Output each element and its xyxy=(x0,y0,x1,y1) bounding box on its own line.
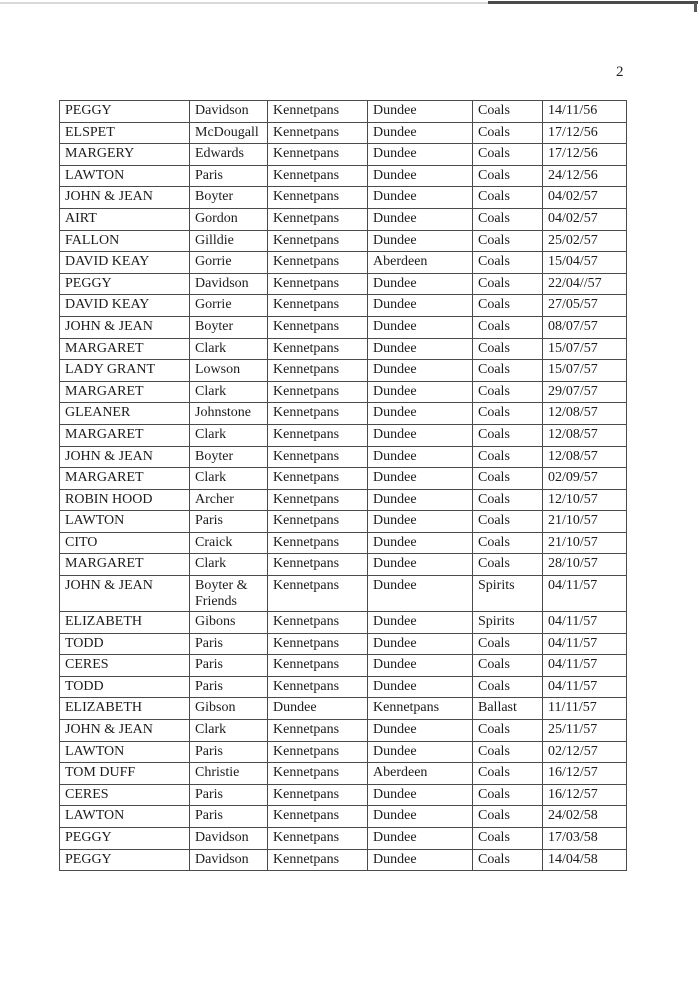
page-number: 2 xyxy=(616,64,624,80)
scan-artifact-corner-hook xyxy=(694,3,697,12)
cell-master: Christie xyxy=(190,763,268,785)
cell-date: 04/02/57 xyxy=(543,187,627,209)
cell-ship: ELSPET xyxy=(60,122,190,144)
shipping-log-table xyxy=(59,100,627,871)
cell-cargo: Ballast xyxy=(473,698,543,720)
cell-ship: ELIZABETH xyxy=(60,698,190,720)
cell-to: Dundee xyxy=(368,424,473,446)
table-row xyxy=(60,554,627,576)
cell-cargo: Spirits xyxy=(473,612,543,634)
table-row xyxy=(60,208,627,230)
cell-to: Dundee xyxy=(368,338,473,360)
cell-to: Dundee xyxy=(368,676,473,698)
cell-ship: MARGARET xyxy=(60,554,190,576)
cell-to: Dundee xyxy=(368,806,473,828)
cell-cargo: Coals xyxy=(473,187,543,209)
cell-master: Paris xyxy=(190,633,268,655)
cell-cargo: Coals xyxy=(473,468,543,490)
cell-master: Johnstone xyxy=(190,403,268,425)
cell-ship: ELIZABETH xyxy=(60,612,190,634)
cell-date: 14/11/56 xyxy=(543,101,627,123)
cell-from: Dundee xyxy=(268,698,368,720)
cell-master: Clark xyxy=(190,424,268,446)
cell-from: Kennetpans xyxy=(268,676,368,698)
cell-cargo: Coals xyxy=(473,230,543,252)
cell-cargo: Coals xyxy=(473,446,543,468)
cell-date: 22/04//57 xyxy=(543,273,627,295)
cell-date: 16/12/57 xyxy=(543,763,627,785)
cell-from: Kennetpans xyxy=(268,187,368,209)
cell-cargo: Coals xyxy=(473,316,543,338)
cell-date: 15/07/57 xyxy=(543,360,627,382)
cell-to: Dundee xyxy=(368,165,473,187)
table-row xyxy=(60,295,627,317)
cell-from: Kennetpans xyxy=(268,489,368,511)
cell-date: 15/04/57 xyxy=(543,252,627,274)
cell-date: 11/11/57 xyxy=(543,698,627,720)
cell-master: Paris xyxy=(190,165,268,187)
table-row xyxy=(60,828,627,850)
cell-master: Davidson xyxy=(190,849,268,871)
cell-date: 12/08/57 xyxy=(543,424,627,446)
cell-to: Dundee xyxy=(368,230,473,252)
cell-to: Dundee xyxy=(368,446,473,468)
cell-date: 17/12/56 xyxy=(543,144,627,166)
cell-to: Dundee xyxy=(368,849,473,871)
table-row xyxy=(60,165,627,187)
cell-to: Dundee xyxy=(368,489,473,511)
table-row xyxy=(60,655,627,677)
cell-cargo: Coals xyxy=(473,763,543,785)
table-row xyxy=(60,403,627,425)
cell-master: Gorrie xyxy=(190,295,268,317)
cell-cargo: Coals xyxy=(473,122,543,144)
cell-from: Kennetpans xyxy=(268,381,368,403)
cell-cargo: Coals xyxy=(473,554,543,576)
table-row xyxy=(60,252,627,274)
cell-cargo: Coals xyxy=(473,273,543,295)
table-row xyxy=(60,338,627,360)
cell-to: Dundee xyxy=(368,403,473,425)
table-row xyxy=(60,101,627,123)
cell-ship: ROBIN HOOD xyxy=(60,489,190,511)
cell-ship: CERES xyxy=(60,655,190,677)
table-row xyxy=(60,720,627,742)
cell-ship: DAVID KEAY xyxy=(60,295,190,317)
cell-to: Kennetpans xyxy=(368,698,473,720)
table-row xyxy=(60,316,627,338)
table-row xyxy=(60,698,627,720)
cell-master: Lowson xyxy=(190,360,268,382)
cell-to: Dundee xyxy=(368,784,473,806)
cell-from: Kennetpans xyxy=(268,741,368,763)
cell-cargo: Coals xyxy=(473,532,543,554)
cell-from: Kennetpans xyxy=(268,144,368,166)
cell-to: Dundee xyxy=(368,741,473,763)
cell-ship: CITO xyxy=(60,532,190,554)
table-row xyxy=(60,144,627,166)
cell-ship: LAWTON xyxy=(60,511,190,533)
cell-from: Kennetpans xyxy=(268,655,368,677)
cell-master: Craick xyxy=(190,532,268,554)
cell-to: Dundee xyxy=(368,655,473,677)
scan-artifact-top-right-line xyxy=(488,1,698,4)
cell-master: Gibson xyxy=(190,698,268,720)
cell-cargo: Coals xyxy=(473,101,543,123)
cell-from: Kennetpans xyxy=(268,360,368,382)
cell-date: 02/12/57 xyxy=(543,741,627,763)
table-row xyxy=(60,424,627,446)
table-row xyxy=(60,511,627,533)
cell-from: Kennetpans xyxy=(268,532,368,554)
cell-from: Kennetpans xyxy=(268,273,368,295)
table-row xyxy=(60,806,627,828)
cell-cargo: Coals xyxy=(473,252,543,274)
cell-from: Kennetpans xyxy=(268,316,368,338)
cell-from: Kennetpans xyxy=(268,612,368,634)
cell-ship: TODD xyxy=(60,633,190,655)
cell-to: Dundee xyxy=(368,144,473,166)
cell-from: Kennetpans xyxy=(268,101,368,123)
cell-ship: TOM DUFF xyxy=(60,763,190,785)
cell-from: Kennetpans xyxy=(268,849,368,871)
cell-ship: MARGERY xyxy=(60,144,190,166)
cell-ship: LADY GRANT xyxy=(60,360,190,382)
cell-master: Paris xyxy=(190,741,268,763)
table-row xyxy=(60,784,627,806)
cell-date: 04/11/57 xyxy=(543,576,627,612)
cell-ship: JOHN & JEAN xyxy=(60,187,190,209)
cell-ship: FALLON xyxy=(60,230,190,252)
cell-to: Dundee xyxy=(368,576,473,612)
cell-date: 04/11/57 xyxy=(543,612,627,634)
scan-artifact-top-line xyxy=(0,2,495,4)
cell-date: 25/02/57 xyxy=(543,230,627,252)
cell-date: 21/10/57 xyxy=(543,532,627,554)
cell-master: Paris xyxy=(190,784,268,806)
cell-master: Gibons xyxy=(190,612,268,634)
cell-date: 12/10/57 xyxy=(543,489,627,511)
cell-ship: AIRT xyxy=(60,208,190,230)
cell-to: Dundee xyxy=(368,101,473,123)
cell-ship: PEGGY xyxy=(60,101,190,123)
table-row xyxy=(60,187,627,209)
cell-ship: CERES xyxy=(60,784,190,806)
cell-ship: JOHN & JEAN xyxy=(60,316,190,338)
cell-master: Boyter xyxy=(190,316,268,338)
cell-ship: JOHN & JEAN xyxy=(60,720,190,742)
cell-ship: LAWTON xyxy=(60,806,190,828)
cell-ship: LAWTON xyxy=(60,165,190,187)
cell-to: Dundee xyxy=(368,273,473,295)
cell-ship: TODD xyxy=(60,676,190,698)
table-row xyxy=(60,489,627,511)
cell-to: Dundee xyxy=(368,532,473,554)
cell-ship: MARGARET xyxy=(60,424,190,446)
cell-ship: MARGARET xyxy=(60,381,190,403)
cell-ship: JOHN & JEAN xyxy=(60,446,190,468)
cell-date: 08/07/57 xyxy=(543,316,627,338)
cell-cargo: Coals xyxy=(473,828,543,850)
table-row xyxy=(60,532,627,554)
table-row xyxy=(60,849,627,871)
cell-from: Kennetpans xyxy=(268,295,368,317)
cell-from: Kennetpans xyxy=(268,763,368,785)
cell-master: Clark xyxy=(190,381,268,403)
cell-master: Edwards xyxy=(190,144,268,166)
cell-cargo: Coals xyxy=(473,424,543,446)
cell-from: Kennetpans xyxy=(268,784,368,806)
cell-ship: PEGGY xyxy=(60,828,190,850)
table-row xyxy=(60,468,627,490)
table-row xyxy=(60,360,627,382)
cell-to: Dundee xyxy=(368,187,473,209)
cell-cargo: Coals xyxy=(473,489,543,511)
cell-cargo: Coals xyxy=(473,144,543,166)
cell-cargo: Coals xyxy=(473,511,543,533)
table-row xyxy=(60,122,627,144)
cell-from: Kennetpans xyxy=(268,554,368,576)
cell-to: Dundee xyxy=(368,633,473,655)
cell-ship: LAWTON xyxy=(60,741,190,763)
cell-to: Dundee xyxy=(368,828,473,850)
cell-master: McDougall xyxy=(190,122,268,144)
cell-cargo: Coals xyxy=(473,849,543,871)
cell-master: Boyter & Friends xyxy=(190,576,268,612)
cell-cargo: Coals xyxy=(473,403,543,425)
cell-date: 17/12/56 xyxy=(543,122,627,144)
cell-to: Aberdeen xyxy=(368,252,473,274)
cell-from: Kennetpans xyxy=(268,468,368,490)
cell-master: Clark xyxy=(190,468,268,490)
cell-master: Boyter xyxy=(190,187,268,209)
table-row xyxy=(60,381,627,403)
cell-date: 27/05/57 xyxy=(543,295,627,317)
table-row xyxy=(60,230,627,252)
cell-cargo: Coals xyxy=(473,633,543,655)
table-body xyxy=(60,101,627,871)
cell-from: Kennetpans xyxy=(268,230,368,252)
cell-master: Clark xyxy=(190,338,268,360)
cell-date: 24/02/58 xyxy=(543,806,627,828)
cell-master: Gilldie xyxy=(190,230,268,252)
cell-date: 17/03/58 xyxy=(543,828,627,850)
table-row xyxy=(60,633,627,655)
cell-to: Dundee xyxy=(368,122,473,144)
cell-to: Aberdeen xyxy=(368,763,473,785)
cell-ship: MARGARET xyxy=(60,338,190,360)
cell-date: 04/11/57 xyxy=(543,655,627,677)
cell-from: Kennetpans xyxy=(268,720,368,742)
cell-master: Paris xyxy=(190,806,268,828)
cell-from: Kennetpans xyxy=(268,122,368,144)
table-row xyxy=(60,576,627,612)
table-row xyxy=(60,676,627,698)
cell-ship: PEGGY xyxy=(60,849,190,871)
cell-master: Clark xyxy=(190,720,268,742)
table-row xyxy=(60,273,627,295)
table-row xyxy=(60,446,627,468)
cell-date: 24/12/56 xyxy=(543,165,627,187)
cell-master: Boyter xyxy=(190,446,268,468)
cell-to: Dundee xyxy=(368,208,473,230)
cell-master: Gordon xyxy=(190,208,268,230)
cell-master: Clark xyxy=(190,554,268,576)
cell-to: Dundee xyxy=(368,381,473,403)
cell-from: Kennetpans xyxy=(268,828,368,850)
cell-from: Kennetpans xyxy=(268,511,368,533)
cell-to: Dundee xyxy=(368,360,473,382)
cell-from: Kennetpans xyxy=(268,633,368,655)
cell-date: 25/11/57 xyxy=(543,720,627,742)
cell-from: Kennetpans xyxy=(268,576,368,612)
cell-master: Paris xyxy=(190,676,268,698)
table-row xyxy=(60,763,627,785)
cell-to: Dundee xyxy=(368,554,473,576)
cell-from: Kennetpans xyxy=(268,338,368,360)
cell-from: Kennetpans xyxy=(268,165,368,187)
cell-cargo: Coals xyxy=(473,741,543,763)
cell-master: Davidson xyxy=(190,273,268,295)
cell-cargo: Coals xyxy=(473,720,543,742)
cell-master: Paris xyxy=(190,655,268,677)
cell-date: 04/02/57 xyxy=(543,208,627,230)
table-row xyxy=(60,612,627,634)
cell-from: Kennetpans xyxy=(268,424,368,446)
cell-to: Dundee xyxy=(368,316,473,338)
cell-cargo: Coals xyxy=(473,208,543,230)
cell-ship: JOHN & JEAN xyxy=(60,576,190,612)
cell-cargo: Coals xyxy=(473,295,543,317)
cell-from: Kennetpans xyxy=(268,252,368,274)
cell-date: 29/07/57 xyxy=(543,381,627,403)
cell-date: 28/10/57 xyxy=(543,554,627,576)
cell-cargo: Coals xyxy=(473,338,543,360)
cell-date: 15/07/57 xyxy=(543,338,627,360)
cell-master: Gorrie xyxy=(190,252,268,274)
cell-from: Kennetpans xyxy=(268,208,368,230)
cell-to: Dundee xyxy=(368,720,473,742)
cell-master: Archer xyxy=(190,489,268,511)
cell-to: Dundee xyxy=(368,295,473,317)
cell-cargo: Coals xyxy=(473,165,543,187)
cell-ship: MARGARET xyxy=(60,468,190,490)
cell-date: 02/09/57 xyxy=(543,468,627,490)
cell-cargo: Coals xyxy=(473,360,543,382)
cell-date: 16/12/57 xyxy=(543,784,627,806)
cell-to: Dundee xyxy=(368,511,473,533)
cell-date: 04/11/57 xyxy=(543,676,627,698)
cell-date: 12/08/57 xyxy=(543,403,627,425)
cell-master: Davidson xyxy=(190,828,268,850)
cell-cargo: Coals xyxy=(473,676,543,698)
cell-from: Kennetpans xyxy=(268,806,368,828)
cell-from: Kennetpans xyxy=(268,446,368,468)
cell-date: 14/04/58 xyxy=(543,849,627,871)
cell-date: 12/08/57 xyxy=(543,446,627,468)
cell-cargo: Coals xyxy=(473,806,543,828)
cell-ship: DAVID KEAY xyxy=(60,252,190,274)
cell-from: Kennetpans xyxy=(268,403,368,425)
cell-master: Paris xyxy=(190,511,268,533)
cell-to: Dundee xyxy=(368,612,473,634)
cell-cargo: Coals xyxy=(473,784,543,806)
cell-ship: PEGGY xyxy=(60,273,190,295)
cell-master: Davidson xyxy=(190,101,268,123)
cell-to: Dundee xyxy=(368,468,473,490)
cell-cargo: Coals xyxy=(473,655,543,677)
cell-date: 21/10/57 xyxy=(543,511,627,533)
cell-cargo: Coals xyxy=(473,381,543,403)
table-row xyxy=(60,741,627,763)
cell-cargo: Spirits xyxy=(473,576,543,612)
cell-date: 04/11/57 xyxy=(543,633,627,655)
cell-ship: GLEANER xyxy=(60,403,190,425)
